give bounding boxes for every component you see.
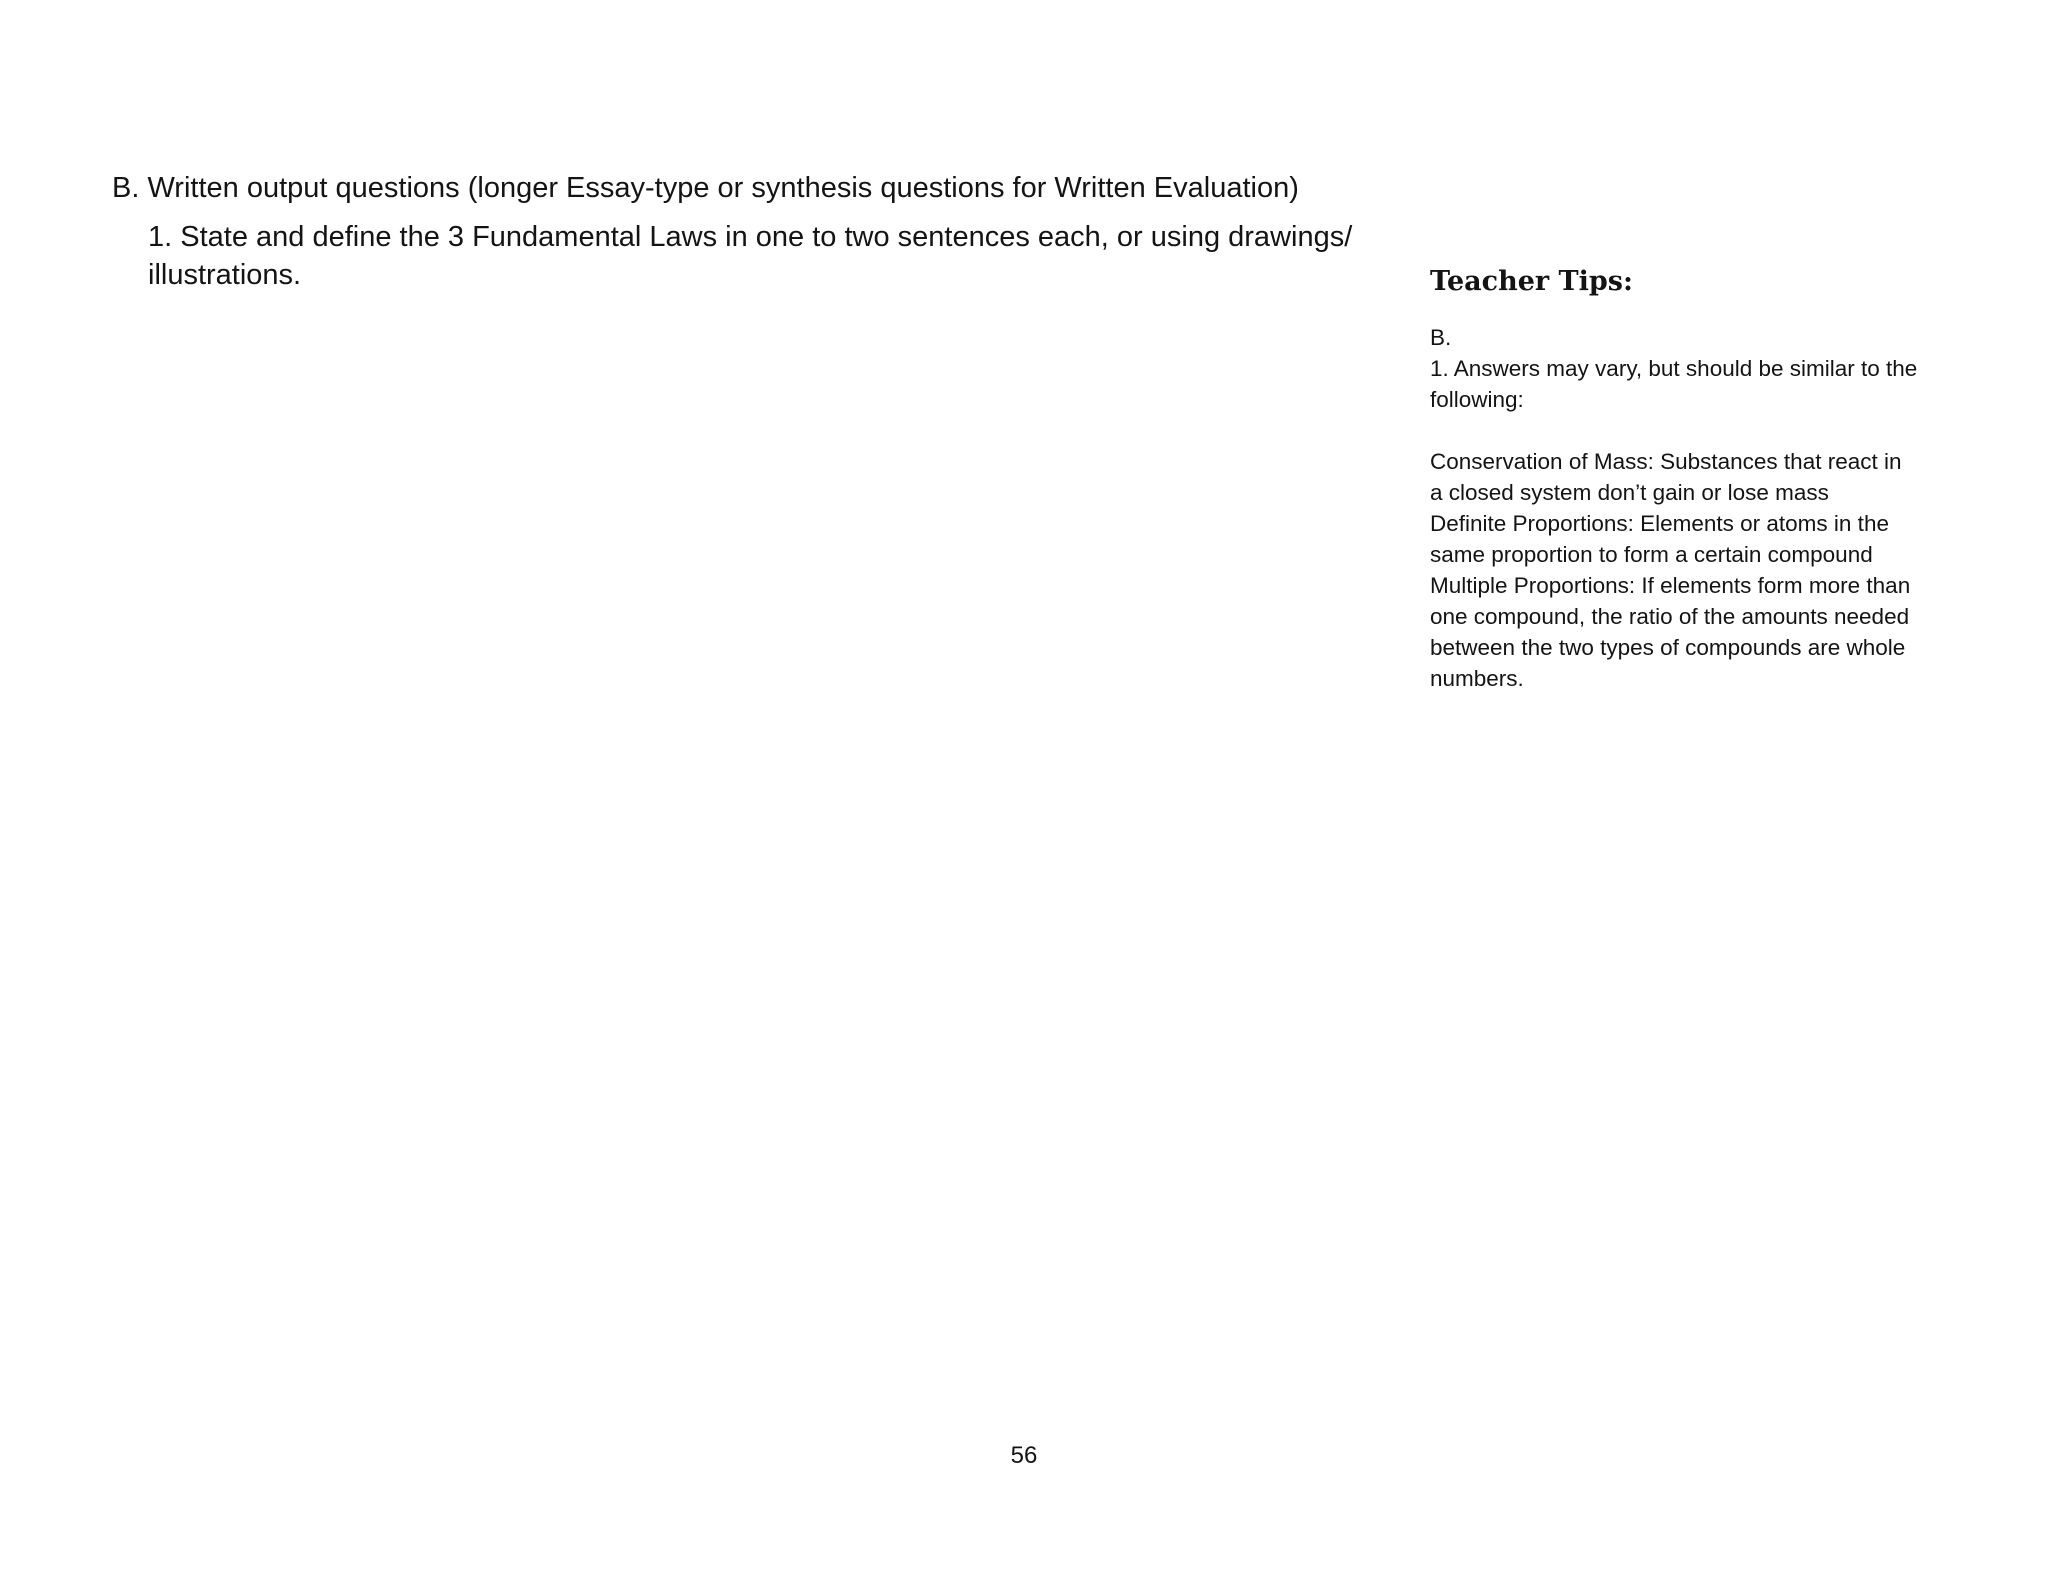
tips-answer-definite: Definite Proportions: Elements or atoms in the same proportion to form a certain compound [1430,511,1889,567]
page-number: 56 [1010,1442,1038,1469]
main-content [112,168,1372,294]
tips-answer-mass: Conservation of Mass: Substances that react in a closed system don’t gain or lose mass [1430,449,1902,505]
section-heading: B. Written output questions (longer Essay-type or synthesis questions for Written Evaluation) [112,172,1299,204]
spacer [1430,415,1920,446]
teacher-tips-body [1430,322,1920,694]
question-item: 1. State and define the 3 Fundamental Laws in one to two sentences each, or using drawings/ illustrations. [148,221,1353,291]
tips-intro: 1. Answers may vary, but should be similar to the following: [1430,356,1918,412]
tips-answer-multiple: Multiple Proportions: If elements form more than one compound, the ratio of the amounts needed between the two types of compounds are whole numbers. [1430,573,1911,691]
tips-section-label: B. [1430,325,1452,350]
teacher-tips-panel [1430,264,1920,694]
teacher-tips-title: Teacher Tips: [1430,266,1633,297]
